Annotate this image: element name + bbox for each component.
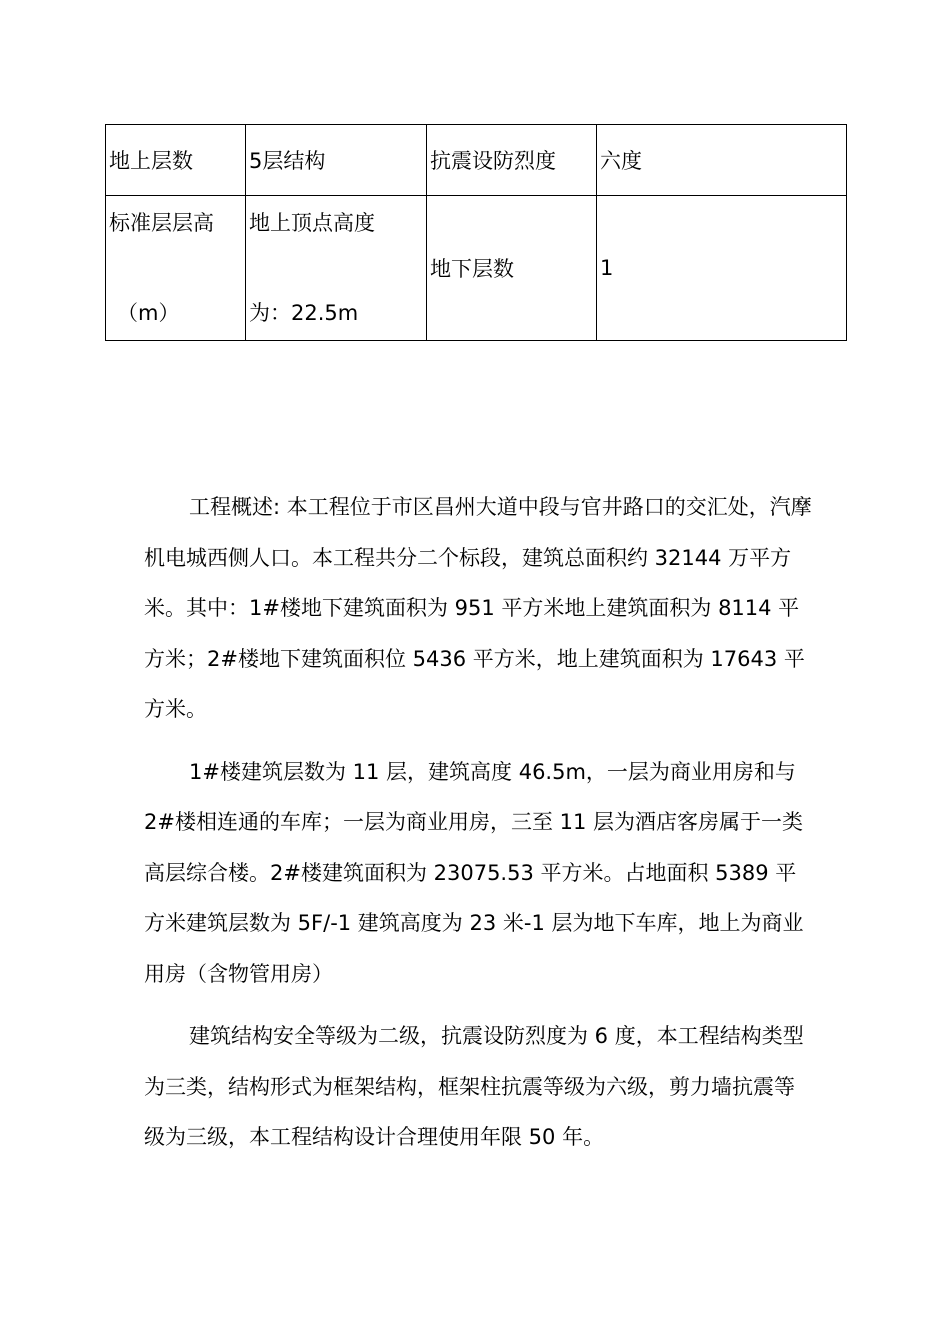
table-row <box>106 196 847 341</box>
table-cell-seismic-intensity-label: 抗震设防烈度 <box>427 125 597 196</box>
document-body <box>144 482 814 1163</box>
standard-floor-height-unit: （m） <box>117 301 180 325</box>
top-height-label: 地上顶点高度 <box>249 211 375 235</box>
table-cell-seismic-intensity-value: 六度 <box>597 125 847 196</box>
table-cell-underground-floors-value: 1 <box>597 196 847 341</box>
table-cell-underground-floors-label: 地下层数 <box>427 196 597 341</box>
table-cell-above-ground-floors-value: 5层结构 <box>246 125 427 196</box>
project-info-table <box>105 124 847 341</box>
paragraph-building-1: 1#楼建筑层数为 11 层，建筑高度 46.5m，一层为商业用房和与 2#楼相连通的车库；一层为商业用房，三至 11 层为酒店客房属于一类高层综合楼。2#楼建筑面积为 23075.53 平方米。占地面积 5389 平方米建筑层数为 5F/-1 建筑高度为 23 米-1 层为地下车库，地上为商业用房（含物管用房） <box>144 759 804 986</box>
table-cell-above-ground-floors-label: 地上层数 <box>106 125 246 196</box>
standard-floor-height-label: 标准层层高 <box>109 211 214 235</box>
paragraph-structure-safety: 建筑结构安全等级为二级，抗震设防烈度为 6 度，本工程结构类型为三类，结构形式为框架结构，框架柱抗震等级为六级，剪力墙抗震等级为三级，本工程结构设计合理使用年限 50 年。 <box>144 1024 804 1149</box>
top-height-value: 为：22.5m <box>249 301 359 325</box>
table-cell-standard-floor-height <box>106 196 246 341</box>
table-cell-top-height <box>246 196 427 341</box>
paragraph-project-overview: 工程概述: 本工程位于市区昌州大道中段与官井路口的交汇处，汽摩机电城西侧人口。本工程共分二个标段，建筑总面积约 32144 万平方米。其中：1#楼地下建筑面积为 951 平方米地上建筑面积为 8114 平方米；2#楼地下建筑面积位 5436 平方米，地上建筑面积为 17643 平方米。 <box>144 495 812 721</box>
table-row <box>106 125 847 196</box>
